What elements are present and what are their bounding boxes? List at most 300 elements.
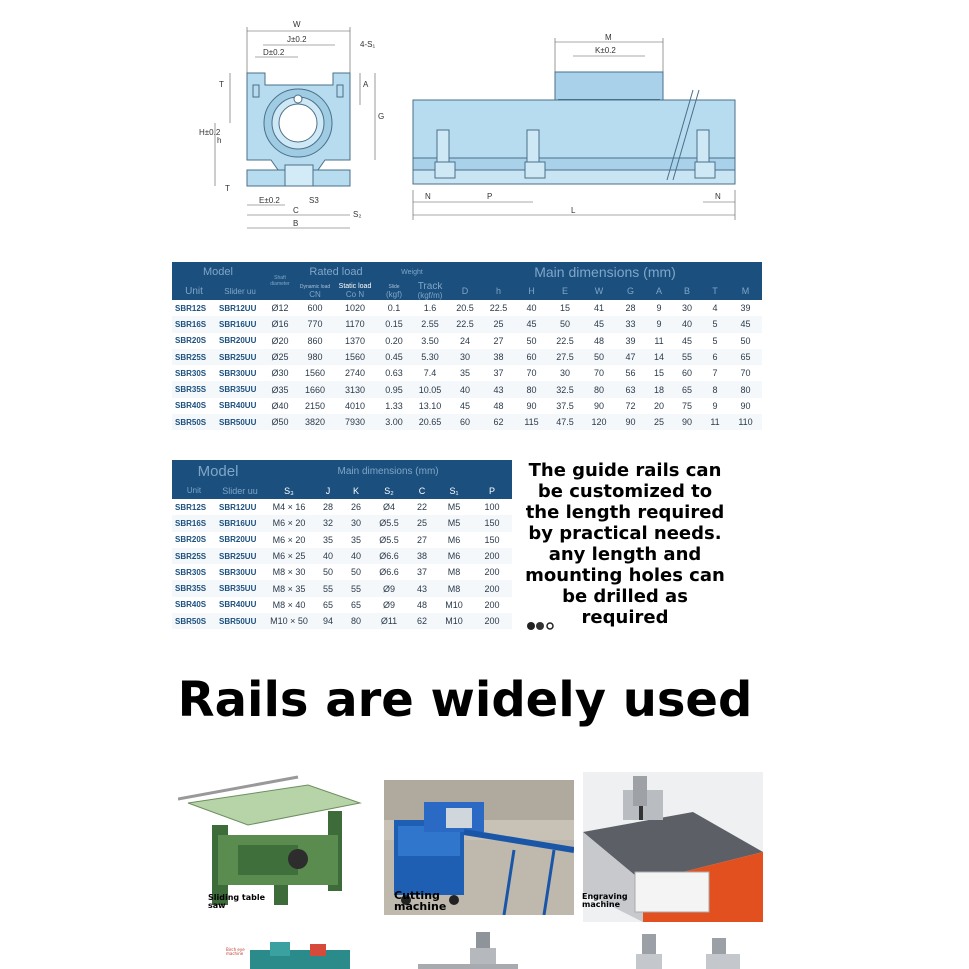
table1-cell: 18 (645, 381, 673, 397)
table2-cell: SBR50S (172, 613, 216, 629)
table2-cell: M6 × 25 (264, 548, 314, 564)
table2-unit-header: Unit (172, 482, 216, 499)
table1-con-label: Co N (345, 290, 365, 299)
cutting-machine-caption: Cutting machine (394, 889, 447, 913)
table1-cell: SBR16UU (216, 316, 264, 332)
table2-cell: Ø5.5 (370, 515, 408, 531)
table2-cell: Ø6.6 (379, 567, 399, 578)
table2-cell: SBR25UU (216, 548, 264, 564)
table1-col-h-small: h (482, 282, 515, 300)
table2-cell: Ø9 (370, 580, 408, 596)
table1-main-dims-header: Main dimensions (mm) (448, 262, 762, 282)
table1-cell: 90 (616, 414, 645, 430)
table2-cell: SBR12S (175, 502, 207, 512)
table1-cell: 24 (460, 335, 471, 346)
table1-cell: 2740 (344, 368, 366, 379)
table1-cell: 5 (701, 316, 729, 332)
table2-row (172, 532, 512, 548)
table1-cell: 22.5 (489, 303, 508, 314)
dim-k-label: K±0.2 (595, 46, 616, 55)
dim-t2-label: T (225, 184, 230, 193)
table2-cell: 38 (408, 548, 436, 564)
table1-cell: 65 (673, 381, 701, 397)
table2-cell: 200 (472, 613, 512, 629)
table1-cell: 28 (625, 303, 636, 314)
table1-cell: 2150 (304, 400, 326, 411)
table1-cell: SBR30S (175, 368, 207, 378)
table1-col-g: G (616, 282, 645, 300)
table1-body (172, 300, 762, 430)
table2-cell: Ø11 (370, 613, 408, 629)
table1-rated-load-header: Rated load (296, 262, 376, 282)
table2-row (172, 564, 512, 580)
table2-row (172, 580, 512, 596)
table1-cell: 10.05 (412, 381, 448, 397)
table1-shaft-header: Shaft diameter (264, 262, 296, 300)
table1-cell: 7930 (334, 414, 376, 430)
table1-model-header: Model (172, 262, 264, 282)
table2-col-s1: S₁ (436, 482, 472, 499)
birch-eye-machine-photo (240, 940, 365, 969)
table1-cell: 30 (448, 349, 482, 365)
table2-cell: Ø4 (383, 502, 396, 513)
table1-cell: 80 (515, 381, 548, 397)
table2-col-s2: S₂ (370, 482, 408, 499)
table1-cell: SBR16S (172, 316, 216, 332)
table1-cell: 90 (594, 400, 605, 411)
table1-col-t: T (701, 282, 729, 300)
customization-note: The guide rails can be customized to the length required by practical needs. any length and mounting holes can be drilled as required (525, 460, 725, 628)
table1-cell: 3.00 (376, 414, 412, 430)
table1-cell: SBR25S (172, 349, 216, 365)
table2-cell: M4 × 16 (272, 502, 306, 513)
table1-cell: 9 (645, 316, 673, 332)
engraving-machine-caption: Engraving machine (582, 892, 628, 909)
table2-cell: 200 (484, 567, 500, 578)
table2-cell: SBR35UU (216, 580, 264, 596)
table2-cell: M8 × 35 (264, 580, 314, 596)
dim-j-label: J±0.2 (287, 35, 307, 44)
table1-cell: SBR40S (175, 401, 207, 411)
table1-cell: 15 (560, 303, 571, 314)
table1-cell: 48 (594, 335, 605, 346)
table1-cell: 22.5 (556, 335, 574, 346)
table2-cell: 26 (351, 502, 362, 513)
table1-row (172, 316, 762, 332)
spec-table-mounting (172, 460, 512, 629)
table1-cell: 37 (493, 368, 504, 379)
table2-cell: M6 (447, 534, 461, 545)
table1-cell: 60 (448, 414, 482, 430)
sliding-table-saw-caption: Sliding table saw (208, 893, 266, 910)
table1-row (172, 365, 762, 381)
table2-cell: M8 (447, 567, 461, 578)
table1-cell: 6 (701, 349, 729, 365)
table1-cell: 37.5 (556, 400, 574, 411)
table2-cell: M8 (436, 580, 472, 596)
table1-cell: 9 (712, 400, 718, 411)
table1-row (172, 414, 762, 430)
table1-cell: 11 (654, 335, 664, 346)
table1-cell: 22.5 (448, 316, 482, 332)
table1-cell: Ø16 (264, 316, 296, 332)
table1-cell: SBR20S (175, 336, 207, 346)
table2-cell: 94 (314, 613, 342, 629)
table1-cell: 1.6 (423, 303, 437, 314)
table1-cell: SBR50S (172, 414, 216, 430)
table2-cell: SBR25S (172, 548, 216, 564)
table1-row (172, 300, 762, 316)
table2-cell: SBR40UU (219, 600, 257, 610)
table2-cell: SBR30UU (219, 567, 257, 577)
table1-cell: 80 (582, 381, 616, 397)
birch-eye-caption: Birch eye machine (226, 947, 245, 956)
table1-col-e: E (548, 282, 582, 300)
table1-unit-header: Unit (172, 282, 216, 300)
table1-cell: Ø20 (271, 335, 289, 346)
table1-cell: SBR35UU (216, 381, 264, 397)
table2-cell: Ø5.5 (379, 534, 399, 545)
table1-cell: Ø25 (264, 349, 296, 365)
table2-cell: 22 (417, 502, 428, 513)
table1-cn-header (296, 282, 334, 300)
table1-cell: 45 (729, 316, 762, 332)
table1-cell: 1370 (344, 335, 366, 346)
table2-cell: 37 (417, 567, 428, 578)
table2-cell: 200 (472, 548, 512, 564)
table1-cell: 90 (673, 414, 701, 430)
table1-cell: 7.4 (423, 368, 437, 379)
table2-cell: M6 (436, 548, 472, 564)
table1-row (172, 333, 762, 349)
table1-cell: 55 (673, 349, 701, 365)
table1-cell: 0.63 (385, 368, 403, 379)
table1-cell: SBR12UU (219, 303, 257, 313)
table2-cell: 80 (342, 613, 370, 629)
table1-cell: 20.5 (456, 303, 474, 314)
table1-cell: 27 (493, 335, 504, 346)
table2-cell: 30 (342, 515, 370, 531)
spec-table-main (172, 262, 762, 430)
table1-cell: 770 (296, 316, 334, 332)
table1-cell: 5 (712, 335, 718, 346)
table2-col-c: C (408, 482, 436, 499)
table2-body (172, 499, 512, 629)
table1-cell: 0.95 (376, 381, 412, 397)
table2-cell: SBR35S (172, 580, 216, 596)
table2-row (172, 548, 512, 564)
table2-cell: 25 (408, 515, 436, 531)
table1-cell: 65 (729, 349, 762, 365)
table2-cell: M10 (436, 613, 472, 629)
table2-cell: SBR16UU (216, 515, 264, 531)
table1-cell: 70 (526, 368, 537, 379)
table2-cell: 48 (417, 599, 428, 610)
table2-cell: Ø9 (383, 599, 396, 610)
table1-cell: 0.15 (376, 316, 412, 332)
table1-kgf-label: (kgf) (386, 290, 402, 299)
table2-row (172, 499, 512, 515)
dim-a-label: A (363, 80, 369, 89)
table2-cell: Ø6.6 (370, 548, 408, 564)
table1-cell: 62 (482, 414, 515, 430)
table2-cell: M10 × 50 (264, 613, 314, 629)
small-parts-icon (526, 620, 560, 632)
table1-cell: 47.5 (548, 414, 582, 430)
table1-cell: 39 (625, 335, 636, 346)
dim-d-label: D±0.2 (263, 48, 285, 57)
table1-cell: 38 (482, 349, 515, 365)
table2-col-s3: S₃ (264, 482, 314, 499)
table1-cell: 2.55 (412, 316, 448, 332)
table1-cell: SBR50UU (216, 414, 264, 430)
table1-cell: 70 (740, 368, 751, 379)
table1-cell: SBR20UU (219, 336, 257, 346)
table1-cell: 8 (701, 381, 729, 397)
dim-l-label: L (571, 206, 576, 215)
table2-row (172, 597, 512, 613)
table1-col-b: B (673, 282, 701, 300)
table1-cell: 30 (682, 303, 693, 314)
table2-cell: 35 (351, 534, 362, 545)
table1-row (172, 398, 762, 414)
table1-cell: 45 (582, 316, 616, 332)
table1-cell: 45 (515, 316, 548, 332)
table1-cell: 110 (729, 414, 762, 430)
table2-cell: 62 (408, 613, 436, 629)
table1-col-a: A (645, 282, 673, 300)
table1-cell: 25 (482, 316, 515, 332)
table2-cell: 50 (323, 567, 334, 578)
table2-cell: 65 (351, 599, 362, 610)
dim-c-label: C (293, 206, 299, 215)
table1-cell: 1660 (296, 381, 334, 397)
table1-cell: Ø50 (264, 414, 296, 430)
table2-cell: SBR50UU (216, 613, 264, 629)
table1-dynamic-label: Dynamic load (299, 284, 331, 290)
boring-machine-photo (622, 928, 752, 969)
table1-cell: 860 (307, 335, 323, 346)
table1-cell: 33 (616, 316, 645, 332)
block-end-view-drawing (195, 15, 395, 240)
table2-col-p: P (472, 482, 512, 499)
table1-row (172, 381, 762, 397)
table1-cell: 35 (460, 368, 471, 379)
table1-cell: 980 (296, 349, 334, 365)
table2-cell: M6 × 20 (272, 534, 306, 545)
table2-cell: 40 (342, 548, 370, 564)
table1-cell: SBR30UU (219, 368, 257, 378)
table2-cell: SBR20UU (219, 535, 257, 545)
table2-model-header: Model (172, 460, 264, 482)
table1-col-m: M (729, 282, 762, 300)
table2-cell: SBR30S (175, 567, 207, 577)
table1-cell: 4 (712, 303, 718, 314)
table2-cell: 55 (342, 580, 370, 596)
dim-n2-label: N (715, 192, 721, 201)
table2-slider-header: Slider uu (216, 482, 264, 499)
table1-cell: 9 (656, 303, 662, 314)
table1-cell: 60 (682, 368, 693, 379)
drilling-machine-photo (418, 928, 518, 969)
table1-cell: 15 (654, 368, 665, 379)
table1-cell: 48 (493, 400, 504, 411)
table1-cell: 32.5 (548, 381, 582, 397)
table2-cell: 150 (472, 515, 512, 531)
table1-cell: 45 (460, 400, 471, 411)
dim-holes-label: 4-S₁ (360, 40, 376, 49)
table2-cell: 35 (323, 534, 334, 545)
table2-row (172, 613, 512, 629)
table1-cell: 40 (448, 381, 482, 397)
table1-cell: 11 (701, 414, 729, 430)
table1-cell: 1020 (344, 303, 366, 314)
table2-cell: M8 × 30 (272, 567, 306, 578)
table1-cell: 27.5 (548, 349, 582, 365)
table2-cell: SBR16S (172, 515, 216, 531)
table2-cell: 40 (314, 548, 342, 564)
table1-weight-header: Weight (376, 262, 448, 282)
table1-cell: Ø30 (271, 368, 289, 379)
table2-cell: M5 (447, 502, 461, 513)
table2-col-k: K (342, 482, 370, 499)
table1-cell: 39 (740, 303, 751, 314)
table1-cell: 3.50 (421, 335, 439, 346)
table1-cn-label: CN (309, 290, 321, 299)
dim-w-label: W (293, 20, 301, 29)
table1-con-header (334, 282, 376, 300)
table1-cell: 50 (526, 335, 537, 346)
dim-p-label: P (487, 192, 493, 201)
dim-s2-label: S₂ (353, 210, 362, 219)
table1-cell: 90 (740, 400, 751, 411)
table1-cell: 5.30 (412, 349, 448, 365)
table1-col-h: H (515, 282, 548, 300)
table2-col-j: J (314, 482, 342, 499)
table1-kgfm-label: (kgf/m) (417, 291, 443, 300)
table1-cell: 0.20 (385, 335, 403, 346)
rail-side-view-drawing (405, 30, 750, 225)
table1-cell: 25 (645, 414, 673, 430)
table1-cell: 0.1 (387, 303, 401, 314)
table1-col-w: W (582, 282, 616, 300)
table1-cell: 3820 (296, 414, 334, 430)
table1-cell: 80 (729, 381, 762, 397)
table2-cell: 150 (484, 534, 500, 545)
table1-cell: SBR35S (172, 381, 216, 397)
table1-cell: 50 (548, 316, 582, 332)
table2-cell: M5 (436, 515, 472, 531)
table2-cell: SBR12UU (219, 502, 257, 512)
table1-cell: Ø40 (271, 400, 289, 411)
table2-row (172, 515, 512, 531)
table1-track-label: Track (417, 282, 443, 292)
table1-cell: 63 (616, 381, 645, 397)
dim-g-label: G (378, 112, 385, 121)
table1-cell: 56 (625, 368, 636, 379)
dim-t-label: T (219, 80, 224, 89)
table1-cell: 1.33 (385, 400, 403, 411)
table1-cell: 1560 (334, 349, 376, 365)
table2-cell: M6 × 20 (264, 515, 314, 531)
table2-cell: 43 (408, 580, 436, 596)
table1-cell: Ø12 (271, 303, 289, 314)
table1-cell: 75 (682, 400, 693, 411)
table1-cell: 30 (560, 368, 571, 379)
table2-cell: 55 (314, 580, 342, 596)
table1-slider-header: Slider uu (216, 282, 264, 300)
table2-cell: SBR20S (175, 535, 207, 545)
table1-static-label: Static load (338, 283, 372, 290)
table2-cell: 200 (484, 599, 500, 610)
table1-cell: 40 (526, 303, 537, 314)
table1-cell: 13.10 (418, 400, 442, 411)
table1-cell: 45 (682, 335, 693, 346)
dim-m-label: M (605, 33, 612, 42)
dim-h-label: H±0.2 (199, 128, 221, 137)
table2-cell: M8 × 40 (272, 599, 306, 610)
table1-cell: 20.65 (412, 414, 448, 430)
table1-cell: 60 (515, 349, 548, 365)
table2-cell: 27 (417, 534, 428, 545)
table2-cell: 100 (484, 502, 500, 513)
table2-cell: 65 (323, 599, 334, 610)
table1-cell: 1560 (304, 368, 326, 379)
table2-cell: 32 (314, 515, 342, 531)
table1-cell: 20 (654, 400, 665, 411)
table1-cell: 120 (582, 414, 616, 430)
table2-cell: SBR40S (175, 600, 207, 610)
table1-cell: 47 (616, 349, 645, 365)
table1-cell: 70 (594, 368, 605, 379)
table2-cell: 50 (351, 567, 362, 578)
table1-cell: 115 (515, 414, 548, 430)
table1-cell: 0.45 (376, 349, 412, 365)
table1-col-d: D (448, 282, 482, 300)
table1-cell: 50 (582, 349, 616, 365)
dim-small-h-label: h (217, 136, 222, 145)
table1-row (172, 349, 762, 365)
dim-s3-label: S3 (309, 196, 319, 205)
table1-cell: 50 (740, 335, 751, 346)
table2-cell: 28 (323, 502, 334, 513)
table2-main-dims-header: Main dimensions (mm) (264, 460, 512, 482)
table1-cell: 1170 (334, 316, 376, 332)
table2-cell: 200 (472, 580, 512, 596)
table1-cell: SBR12S (175, 303, 207, 313)
dim-n-label: N (425, 192, 431, 201)
table1-cell: 4010 (344, 400, 366, 411)
table1-slide-header (376, 282, 412, 300)
dim-b-label: B (293, 219, 299, 228)
table1-slide-label: Slide (388, 284, 400, 290)
table1-track-header (412, 282, 448, 300)
table1-cell: 43 (482, 381, 515, 397)
table1-cell: Ø35 (264, 381, 296, 397)
table1-cell: 90 (526, 400, 537, 411)
table1-cell: 72 (625, 400, 636, 411)
table1-cell: 600 (307, 303, 323, 314)
table1-cell: SBR40UU (219, 401, 257, 411)
page-headline: Rails are widely used (177, 672, 753, 728)
table1-cell: 41 (594, 303, 605, 314)
table1-cell: 14 (645, 349, 673, 365)
table1-cell: 7 (712, 368, 718, 379)
table2-cell: M10 (445, 599, 463, 610)
table1-cell: 40 (673, 316, 701, 332)
table1-cell: 3130 (334, 381, 376, 397)
table1-cell: SBR25UU (216, 349, 264, 365)
